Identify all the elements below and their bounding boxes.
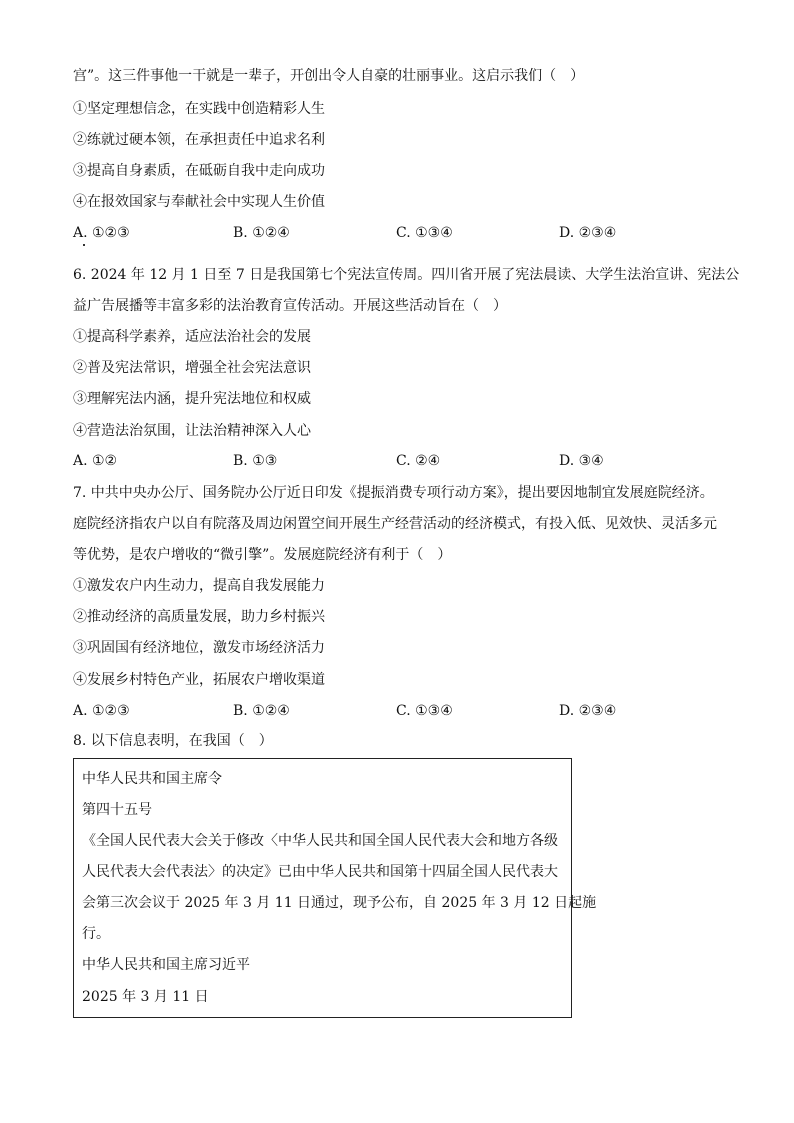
q5-option-b: B. ①②④ <box>233 225 290 241</box>
q7-stem-line-1: 7. 中共中央办公厅、国务院办公厅近日印发《提振消费专项行动方案》，提出要因地制宜发展庭院经济。 <box>73 485 714 501</box>
q5-stem-tail: 宫”。这三件事他一干就是一辈子，开创出令人自豪的壮丽事业。这启示我们（ ） <box>73 68 585 84</box>
order-date: 2025 年 3 月 11 日 <box>82 989 209 1005</box>
q8-stem: 8. 以下信息表明，在我国（ ） <box>73 733 273 749</box>
presidential-order-box <box>73 758 597 1018</box>
q5-statement-4: ④在报效国家与奉献社会中实现人生价值 <box>73 194 325 210</box>
q7-option-b: B. ①②④ <box>233 703 290 719</box>
q6-option-b: B. ①③ <box>233 453 278 469</box>
q6-option-a: A. ①② <box>73 453 118 469</box>
q7-option-c: C. ①③④ <box>396 703 453 719</box>
q7-statement-2: ②推动经济的高质量发展，助力乡村振兴 <box>73 609 325 625</box>
q7-statement-4: ④发展乡村特色产业，拓展农户增收渠道 <box>73 672 325 688</box>
q5-option-a: A. ①②③ <box>73 225 130 241</box>
q6-options <box>73 451 713 471</box>
q7-option-d: D. ②③④ <box>559 703 617 719</box>
order-body-line-3: 会第三次会议于 2025 年 3 月 11 日通过，现予公布，自 2025 年 3 月 12 日起施 <box>82 895 597 911</box>
stray-dot-mark <box>83 244 85 246</box>
q5-statement-1: ①坚定理想信念，在实践中创造精彩人生 <box>73 101 325 117</box>
q6-statement-4: ④营造法治氛围，让法治精神深入人心 <box>73 423 311 439</box>
q7-stem-line-2: 庭院经济指农户以自有院落及周边闲置空间开展生产经营活动的经济模式，有投入低、见效快、灵活多元 <box>73 516 717 532</box>
q7-option-a: A. ①②③ <box>73 703 130 719</box>
q6-option-d: D. ③④ <box>559 453 604 469</box>
q7-options <box>73 701 713 721</box>
order-body-line-4: 行。 <box>82 926 110 942</box>
q7-statement-1: ①激发农户内生动力，提高自我发展能力 <box>73 578 325 594</box>
q5-option-d: D. ②③④ <box>559 225 617 241</box>
q6-statement-3: ③理解宪法内涵，提升宪法地位和权威 <box>73 391 311 407</box>
q6-stem-line-2: 益广告展播等丰富多彩的法治教育宣传活动。开展这些活动旨在（ ） <box>73 298 507 314</box>
order-heading: 中华人民共和国主席令 <box>82 771 222 787</box>
order-body-line-2: 人民代表大会代表法〉的决定》已由中华人民共和国第十四届全国人民代表大 <box>82 864 558 880</box>
order-number: 第四十五号 <box>82 802 152 818</box>
q6-stem-line-1: 6. 2024 年 12 月 1 日至 7 日是我国第七个宪法宣传周。四川省开展了宪法晨读、大学生法治宣讲、宪法公 <box>73 267 740 283</box>
order-signature: 中华人民共和国主席习近平 <box>82 957 250 973</box>
q7-stem-line-3: 等优势，是农户增收的“微引擎”。发展庭院经济有利于（ ） <box>73 547 452 563</box>
q6-statement-2: ②普及宪法常识，增强全社会宪法意识 <box>73 360 311 376</box>
q6-option-c: C. ②④ <box>396 453 441 469</box>
q5-statement-3: ③提高自身素质，在砥砺自我中走向成功 <box>73 163 325 179</box>
q5-options <box>73 223 713 243</box>
q5-option-c: C. ①③④ <box>396 225 453 241</box>
q7-statement-3: ③巩固国有经济地位，激发市场经济活力 <box>73 640 325 656</box>
q5-statement-2: ②练就过硬本领，在承担责任中追求名利 <box>73 132 325 148</box>
order-body-line-1: 《全国人民代表大会关于修改〈中华人民共和国全国人民代表大会和地方各级 <box>82 833 558 849</box>
q6-statement-1: ①提高科学素养，适应法治社会的发展 <box>73 329 311 345</box>
